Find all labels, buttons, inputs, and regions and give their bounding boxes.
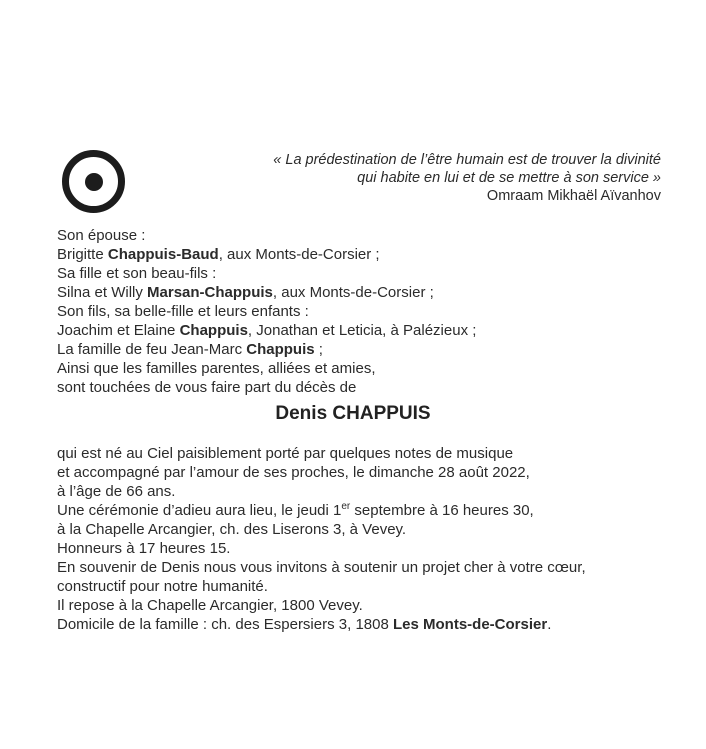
quote-line-2: qui habite en lui et de se mettre à son service » (357, 170, 661, 186)
text-line: En souvenir de Denis nous vous invitons à soutenir un projet cher à votre cœur, (57, 559, 586, 576)
text-line: Sa fille et son beau-fils : (57, 265, 217, 282)
text-line: Son épouse : (57, 227, 146, 244)
text-line: La famille de feu Jean-Marc Chappuis ; (57, 341, 323, 358)
quote-block (273, 151, 661, 205)
text-line: à la Chapelle Arcangier, ch. des Liserons 3, à Vevey. (57, 521, 407, 538)
text-line: Il repose à la Chapelle Arcangier, 1800 Vevey. (57, 597, 363, 614)
logo-center-dot (85, 173, 103, 191)
text-line: Ainsi que les familles parentes, alliées et amies, (57, 360, 376, 377)
text-line: Silna et Willy Marsan-Chappuis, aux Monts-de-Corsier ; (57, 284, 434, 301)
text-line: Une cérémonie d’adieu aura lieu, le jeudi 1er septembre à 16 heures 30, (57, 501, 534, 519)
text-line: Son fils, sa belle-fille et leurs enfants : (57, 303, 309, 320)
text-line: Joachim et Elaine Chappuis, Jonathan et Leticia, à Palézieux ; (57, 322, 477, 339)
quote-attribution: Omraam Mikhaël Aïvanhov (486, 188, 661, 204)
text-line: Honneurs à 17 heures 15. (57, 540, 231, 557)
text-line: à l’âge de 66 ans. (57, 483, 176, 500)
quote-line-1: « La prédestination de l’être humain est de trouver la divinité (273, 152, 661, 168)
deceased-name-heading: Denis CHAPPUIS (275, 403, 431, 424)
family-list (57, 226, 476, 397)
text-line: Domicile de la famille : ch. des Espersiers 3, 1808 Les Monts-de-Corsier. (57, 616, 552, 633)
text-line: Brigitte Chappuis-Baud, aux Monts-de-Corsier ; (57, 246, 380, 263)
announcement-details (57, 444, 586, 634)
circled-dot-icon (62, 150, 125, 213)
text-line: constructif pour notre humanité. (57, 578, 268, 595)
text-line: qui est né au Ciel paisiblement porté par quelques notes de musique (57, 445, 514, 462)
text-line: sont touchées de vous faire part du décès de (57, 379, 357, 396)
text-line: et accompagné par l’amour de ses proches, le dimanche 28 août 2022, (57, 464, 530, 481)
